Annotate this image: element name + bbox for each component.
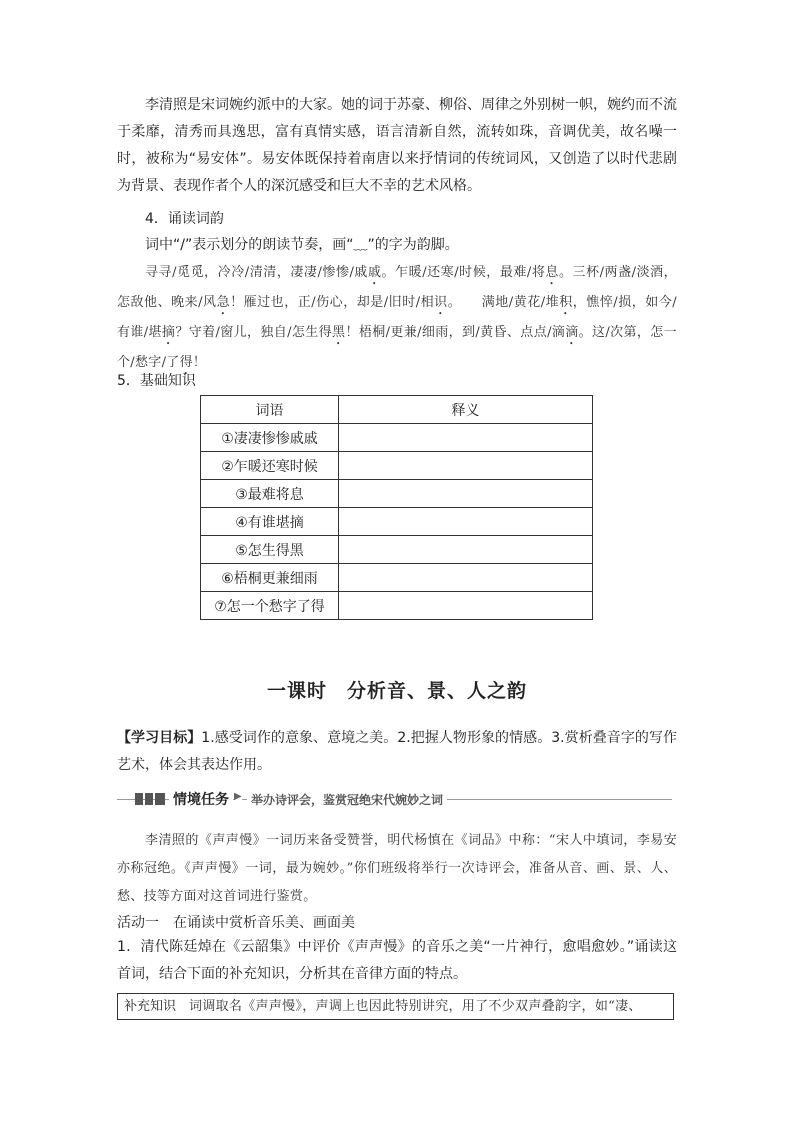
rhyme-char: 得 bbox=[179, 355, 193, 370]
meaning-cell bbox=[339, 508, 593, 536]
poem-segment: ？守着/窗儿，独自/怎生得 bbox=[175, 325, 333, 340]
supplement-text: 词调取名《声声慢》，声调上也因此特别讲究，用了不少双声叠韵字，如“凄、 bbox=[189, 999, 642, 1014]
table-row bbox=[201, 592, 593, 620]
section-4-instruction: 词中“/”表示划分的朗读节奏，画“﹏”的字为韵脚。 bbox=[145, 237, 459, 253]
poem-segment: ！雁过也，正/伤心，却是/旧时/相 bbox=[230, 295, 435, 310]
task-subtitle: 举办诗评会，鉴赏冠绝宋代婉妙之词 bbox=[247, 791, 447, 808]
rhyme-char: 急 bbox=[216, 295, 231, 310]
lesson-title: 一课时 分析音、景、人之韵 bbox=[266, 680, 527, 702]
term-cell: ③最难将息 bbox=[201, 480, 339, 508]
col-term-header: 词语 bbox=[201, 396, 339, 424]
poem-segment: 。三杯/两盏/淡酒，怎敌他、晚来/风 bbox=[117, 265, 677, 310]
poem-segment: ！ bbox=[192, 355, 207, 370]
learning-objectives bbox=[117, 725, 677, 779]
meaning-cell bbox=[339, 452, 593, 480]
term-cell: ②乍暖还寒时候 bbox=[201, 452, 339, 480]
col-meaning-header: 释义 bbox=[339, 396, 593, 424]
table-header-row bbox=[201, 396, 593, 424]
table-row bbox=[201, 424, 593, 452]
intro-paragraph: 李清照是宋词婉约派中的大家。她的词于苏豪、柳俗、周律之外别树一帜，婉约而不流于柔靡，清秀而具逸思，富有真情实感，语言清新自然，流转如珠，音调优美，故名噪一时，被称为“易安体”。易安体既保持着南唐以来抒情词的传统词风，又创造了以时代悲剧为背景、表现作者个人的深沉感受和巨大不幸的艺术风格。 bbox=[117, 97, 677, 194]
term-cell: ⑤怎生得黑 bbox=[201, 536, 339, 564]
table-row bbox=[201, 536, 593, 564]
vocab-table bbox=[200, 395, 593, 620]
objectives-text: 1.感受词作的意象、意境之美。2.把握人物形象的情感。3.赏析叠音字的写作艺术，体会其表达作用。 bbox=[117, 730, 677, 773]
poem-segment: 。 满地/黄花/堆 bbox=[447, 295, 560, 310]
term-cell: ⑥梧桐更兼细雨 bbox=[201, 564, 339, 592]
poem-segment: ！梧桐/更兼/细雨，到/黄昏、点点/滴 bbox=[345, 325, 566, 340]
table-row bbox=[201, 564, 593, 592]
table-row bbox=[201, 452, 593, 480]
rhyme-char: 识 bbox=[434, 295, 448, 310]
table-row bbox=[201, 480, 593, 508]
section-4-heading: 4．诵读词韵 bbox=[145, 211, 224, 227]
rhyme-char: 积 bbox=[559, 295, 573, 310]
meaning-cell bbox=[339, 564, 593, 592]
rhyme-char: 息 bbox=[545, 265, 559, 280]
poem-segment: 。这/次第，怎一个/愁字/了 bbox=[117, 325, 677, 370]
meaning-cell bbox=[339, 480, 593, 508]
meaning-cell bbox=[339, 536, 593, 564]
play-arrow-icon: ▶ bbox=[234, 791, 242, 802]
term-cell: ④有谁堪摘 bbox=[201, 508, 339, 536]
activity-heading: 活动一 在诵读中赏析音乐美、画面美 bbox=[117, 915, 355, 931]
table-row bbox=[201, 508, 593, 536]
term-cell: ①凄凄惨惨戚戚 bbox=[201, 424, 339, 452]
poem-segment: ，憔悴/损，如今/有谁/堪 bbox=[117, 295, 677, 340]
supplement-box bbox=[117, 993, 674, 1020]
term-cell: ⑦怎一个愁字了得 bbox=[201, 592, 339, 620]
rhyme-char: 滴 bbox=[565, 325, 579, 340]
poem-segment: 寻寻/觅觅，冷冷/清清，凄凄/惨惨/戚 bbox=[145, 265, 368, 280]
poem-text bbox=[117, 258, 677, 378]
rhyme-char: 摘 bbox=[161, 325, 176, 340]
task-banner bbox=[117, 789, 672, 809]
question-1: 1．清代陈廷焯在《云韶集》中评价《声声慢》的音乐之美“一片神行，愈唱愈妙。”诵读这首词，结合下面的补充知识，分析其在音律方面的特点。 bbox=[117, 939, 677, 982]
task-label: 情境任务 bbox=[169, 789, 233, 809]
objectives-label: 【学习目标】 bbox=[117, 730, 202, 746]
poem-segment: 。乍暖/还寒/时候，最难/将 bbox=[381, 265, 546, 280]
rhyme-char: 黑 bbox=[332, 325, 346, 340]
supplement-label: 补充知识 bbox=[124, 999, 177, 1014]
meaning-cell bbox=[339, 592, 593, 620]
task-body: 李清照的《声声慢》一词历来备受赞誉，明代杨慎在《词品》中称：“宋人中填词，李易安亦称冠绝。《声声慢》一词，最为婉妙。”你们班级将举行一次诗评会，准备从音、画、景、人、愁、技等方面对这首词进行鉴赏。 bbox=[117, 833, 677, 904]
rhyme-char: 戚 bbox=[367, 265, 382, 280]
section-5-heading: 5．基础知识 bbox=[117, 373, 196, 389]
meaning-cell bbox=[339, 424, 593, 452]
